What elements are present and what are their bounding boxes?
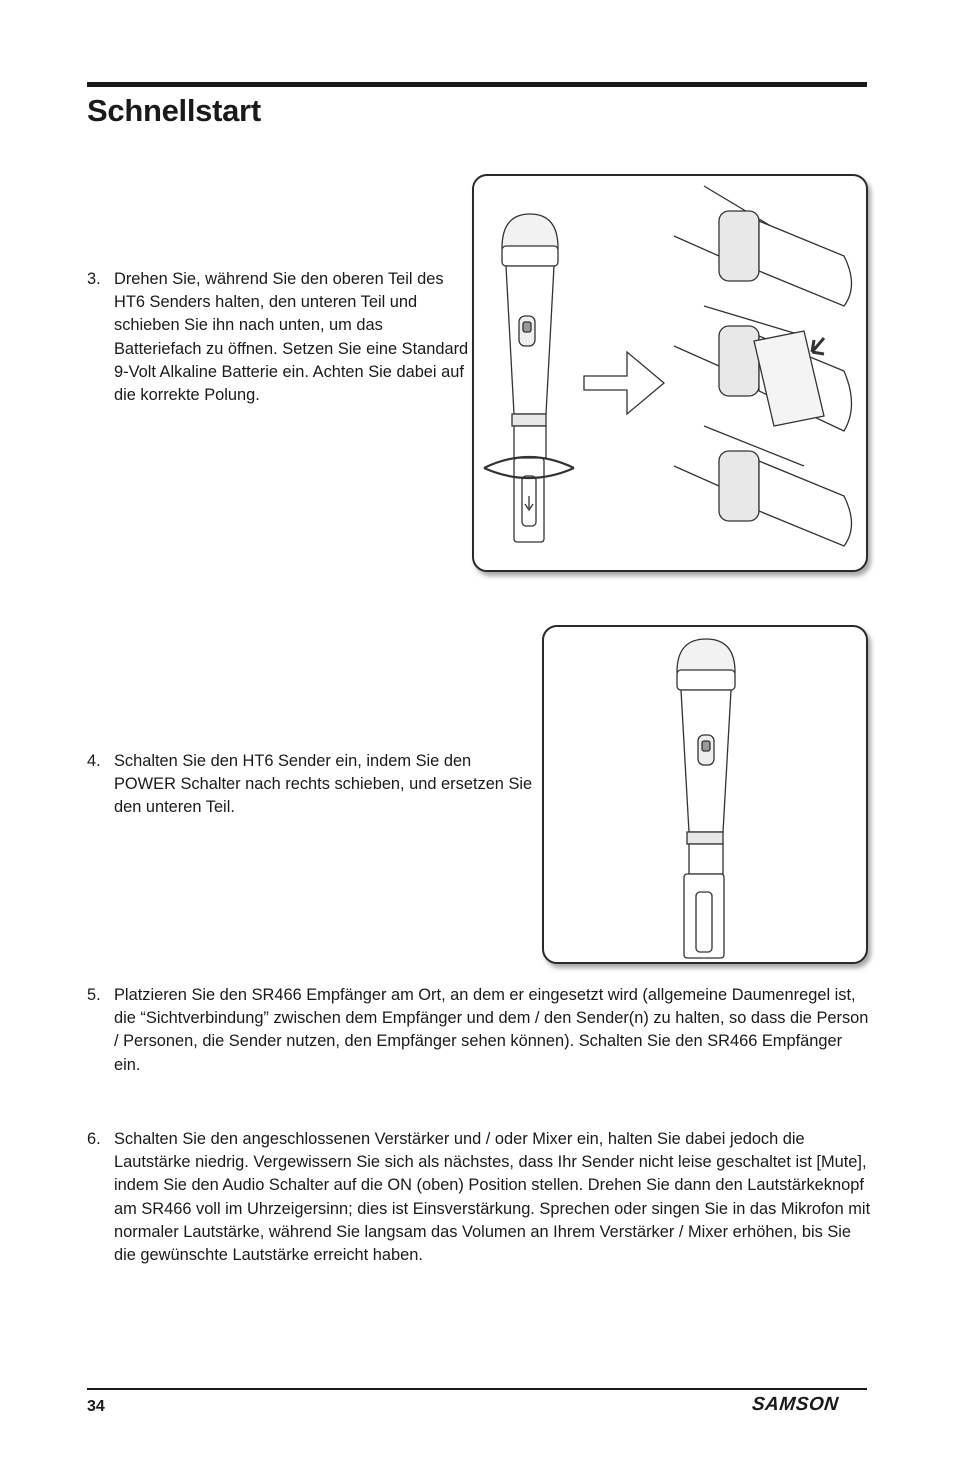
samson-logo: SAMSON [750, 1394, 840, 1415]
step-number: 4. [87, 752, 101, 770]
step-4 [87, 750, 537, 820]
page-number: 34 [87, 1398, 105, 1415]
step-number: 3. [87, 270, 101, 288]
battery-illustration-svg [474, 176, 866, 570]
battery-compartment-illustration [472, 174, 868, 572]
step-6 [87, 1128, 872, 1267]
top-rule [87, 82, 867, 87]
step-number: 5. [87, 986, 101, 1004]
step-text: Schalten Sie den HT6 Sender ein, indem Sie den POWER Schalter nach rechts schieben, und ersetzen Sie den unteren Teil. [114, 752, 533, 817]
page-title: Schnellstart [87, 93, 261, 128]
step-text: Drehen Sie, während Sie den oberen Teil des HT6 Senders halten, den unteren Teil und schieben Sie ihn nach unten, um das Batteriefach zu öffnen. Setzen Sie eine Standard 9-Volt Alkaline Batterie ein. Achten Sie dabei auf die korrekte Polung. [114, 270, 469, 405]
step-text: Schalten Sie den angeschlossenen Verstärker und / oder Mixer ein, halten Sie dabei jedoch die Lautstärke niedrig. Vergewissern Sie sich als nächstes, dass Ihr Sender nicht leise geschaltet ist [Mute], indem Sie den Audio Schalter auf die ON (oben) Position stellen. Drehen Sie dann den Lautstärkeknopf am SR466 voll im Uhrzeigersinn; dies ist Einsverstärkung. Sprechen oder singen Sie in das Mikrofon mit normaler Lautstärke, während Sie langsam das Volumen an Ihrem Verstärker / Mixer erhöhen, bis Sie die gewünschte Lautstärke erreicht haben. [114, 1130, 871, 1265]
step-3 [87, 268, 472, 407]
microphone-illustration-svg [544, 627, 866, 962]
bottom-rule [87, 1388, 867, 1390]
power-switch-illustration [542, 625, 868, 964]
step-text: Platzieren Sie den SR466 Empfänger am Ort, an dem er eingesetzt wird (allgemeine Daumenregel ist, die “Sichtverbindung” zwischen dem Empfänger und dem / den Sender(n) zu halten, so dass die Person / Personen, die Sender nutzen, den Empfänger sehen können). Schalten Sie den SR466 Empfänger ein. [114, 986, 869, 1074]
step-5 [87, 984, 872, 1077]
step-number: 6. [87, 1130, 101, 1148]
